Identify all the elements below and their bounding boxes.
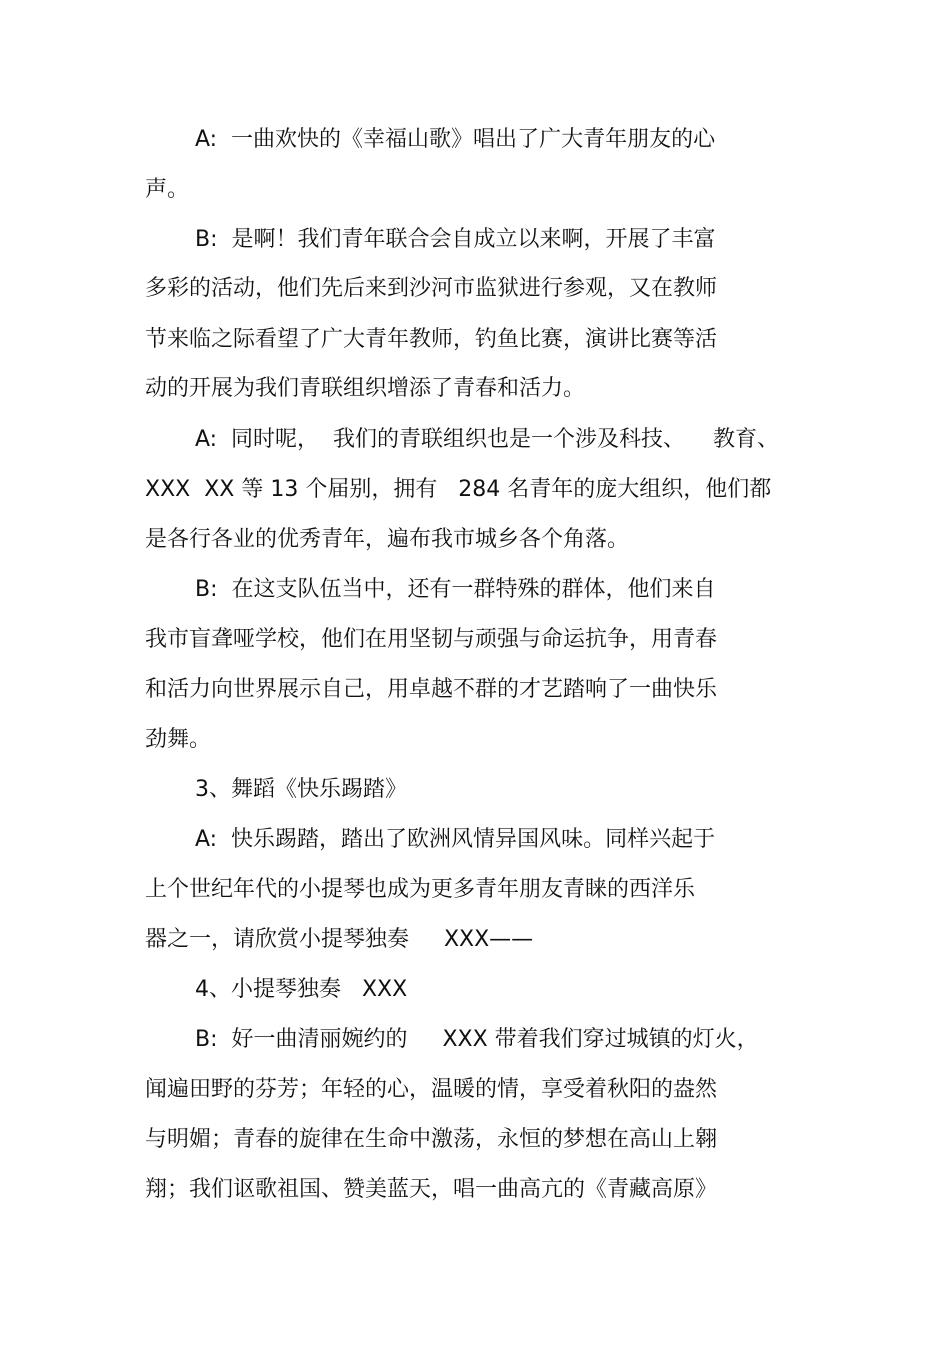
text-line: 是各行各业的优秀青年，遍布我市城乡各个角落。 [145, 527, 630, 552]
text-line: XXX XX 等 13 个届别，拥有 284 名青年的庞大组织，他们都 [145, 477, 772, 502]
text-line: 与明媚；青春的旋律在生命中激荡，永恒的梦想在高山上翱 [145, 1127, 718, 1152]
text-line: 我市盲聋哑学校，他们在用坚韧与顽强与命运抗争，用青春 [145, 627, 718, 652]
text-line: A: 快乐踢踏，踏出了欧洲风情异国风味。同样兴起于 [195, 827, 716, 852]
text-line: 上个世纪年代的小提琴也成为更多青年朋友青睐的西洋乐 [145, 877, 696, 902]
text-line: A: 一曲欢快的《幸福山歌》唱出了广大青年朋友的心 [195, 127, 716, 152]
text-line: 动的开展为我们青联组织增添了青春和活力。 [145, 376, 586, 401]
section-heading: 3、舞蹈《快乐踢踏》 [195, 777, 407, 802]
section-heading: 4、小提琴独奏 XXX [195, 977, 408, 1002]
text-line: 闻遍田野的芬芳；年轻的心，温暖的情，享受着秋阳的盎然 [145, 1077, 718, 1102]
text-line: 声。 [145, 177, 190, 202]
text-line: 器之一，请欣赏小提琴独奏 XXX—— [145, 927, 534, 952]
text-line: 劲舞。 [145, 727, 212, 752]
text-line: B: 是啊！我们青年联合会自成立以来啊，开展了丰富 [195, 227, 716, 252]
text-line: 翔；我们讴歌祖国、赞美蓝天，唱一曲高亢的《青藏高原》 [145, 1177, 718, 1202]
text-line: 和活力向世界展示自己，用卓越不群的才艺踏响了一曲快乐 [145, 677, 718, 702]
text-line: 节来临之际看望了广大青年教师，钓鱼比赛，演讲比赛等活 [145, 327, 718, 352]
text-line: B: 好一曲清丽婉约的 XXX 带着我们穿过城镇的灯火， [195, 1027, 759, 1052]
text-line: 多彩的活动，他们先后来到沙河市监狱进行参观，又在教师 [145, 276, 718, 301]
text-line: B: 在这支队伍当中，还有一群特殊的群体，他们来自 [195, 577, 716, 602]
text-line: A: 同时呢， 我们的青联组织也是一个涉及科技、 教育、 [195, 427, 780, 452]
